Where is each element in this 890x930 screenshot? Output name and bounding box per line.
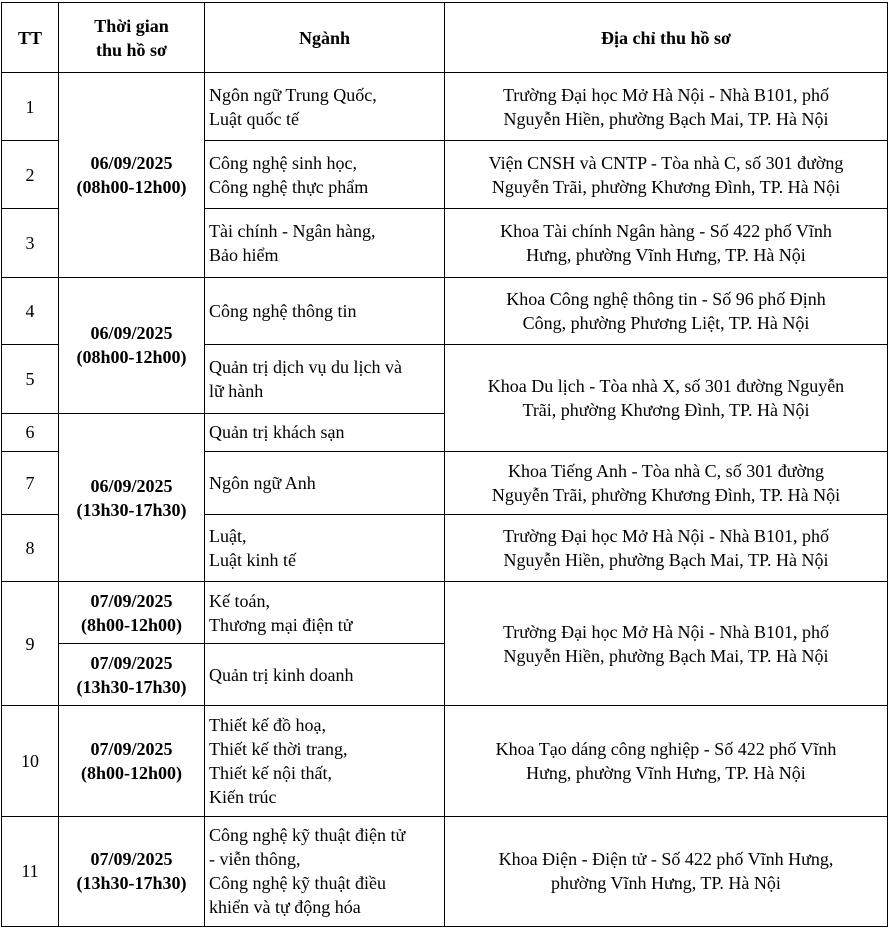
address-line: Trường Đại học Mở Hà Nội - Nhà B101, phố (502, 621, 830, 642)
header-major: Ngành (205, 3, 445, 73)
major-cell (205, 515, 445, 582)
address-line: Nguyễn Trãi, phường Khương Đình, TP. Hà Nội (491, 176, 841, 197)
header-time-line2: thu hồ sơ (96, 39, 167, 60)
table-row (2, 73, 888, 141)
row-number: 5 (2, 344, 59, 413)
major-line: Công nghệ kỹ thuật điều (209, 873, 386, 894)
row-number: 8 (2, 515, 59, 582)
major-cell (205, 451, 445, 514)
row-number: 2 (2, 141, 59, 209)
major-line: Kiến trúc (209, 787, 277, 808)
row-number: 6 (2, 413, 59, 451)
address-line: phường Vĩnh Hưng, TP. Hà Nội (551, 873, 781, 894)
major-line: Thiết kế đồ hoạ, (209, 715, 326, 736)
major-line: Ngôn ngữ Trung Quốc, (209, 84, 377, 105)
major-cell (205, 413, 445, 451)
time-hours: (8h00-12h00) (80, 763, 182, 784)
major-line: lữ hành (209, 380, 264, 401)
address-cell (445, 277, 888, 344)
major-line: Luật kinh tế (209, 550, 296, 571)
address-line: Trường Đại học Mở Hà Nội - Nhà B101, phố (502, 84, 830, 105)
address-line: Nguyễn Hiền, phường Bạch Mai, TP. Hà Nội (503, 645, 829, 666)
header-tt: TT (2, 3, 59, 73)
major-line: Luật quốc tế (209, 108, 299, 129)
address-line: Trãi, phường Khương Đình, TP. Hà Nội (522, 399, 810, 420)
major-cell (205, 73, 445, 141)
address-line: Khoa Tiếng Anh - Tòa nhà C, số 301 đường (508, 460, 824, 481)
table-row (2, 816, 888, 926)
major-line: Thiết kế nội thất, (209, 763, 332, 784)
collection-time (59, 277, 205, 413)
time-hours: (13h30-17h30) (76, 676, 187, 697)
row-number: 9 (2, 582, 59, 706)
major-cell (205, 344, 445, 413)
address-cell (445, 344, 888, 451)
time-date: 07/09/2025 (90, 849, 173, 870)
collection-time (59, 706, 205, 816)
table-row (2, 277, 888, 344)
address-line: Nguyễn Hiền, phường Bạch Mai, TP. Hà Nội (503, 108, 829, 129)
header-address: Địa chỉ thu hồ sơ (445, 3, 888, 73)
major-cell (205, 816, 445, 926)
address-line: Nguyễn Trãi, phường Khương Đình, TP. Hà Nội (491, 484, 841, 505)
address-cell (445, 706, 888, 816)
major-line: Ngôn ngữ Anh (209, 472, 316, 493)
address-line: Hưng, phường Vĩnh Hưng, TP. Hà Nội (526, 244, 806, 265)
address-line: Khoa Công nghệ thông tin - Số 96 phố Định (506, 288, 826, 309)
row-number: 10 (2, 706, 59, 816)
time-hours: (13h30-17h30) (76, 499, 187, 520)
time-date: 06/09/2025 (90, 323, 173, 344)
row-number: 7 (2, 451, 59, 514)
time-hours: (8h00-12h00) (80, 614, 182, 635)
address-cell (445, 582, 888, 706)
major-line: Công nghệ thông tin (209, 300, 357, 321)
schedule-table (1, 2, 888, 927)
address-cell (445, 451, 888, 514)
major-cell (205, 209, 445, 277)
collection-time (59, 413, 205, 581)
major-line: Bảo hiểm (209, 244, 279, 265)
collection-time (59, 644, 205, 706)
major-line: Thiết kế thời trang, (209, 739, 348, 760)
address-cell (445, 209, 888, 277)
major-line: Quản trị dịch vụ du lịch và (209, 356, 402, 377)
time-date: 07/09/2025 (90, 590, 173, 611)
major-line: Quản trị kinh doanh (209, 664, 354, 685)
major-line: khiển và tự động hóa (209, 897, 361, 918)
row-number: 1 (2, 73, 59, 141)
table-row (2, 582, 888, 644)
address-cell (445, 73, 888, 141)
address-line: Nguyễn Hiền, phường Bạch Mai, TP. Hà Nội (503, 550, 829, 571)
major-line: Thương mại điện tử (209, 614, 353, 635)
collection-time (59, 73, 205, 277)
major-cell (205, 706, 445, 816)
address-cell (445, 515, 888, 582)
major-line: Công nghệ thực phẩm (209, 176, 369, 197)
major-line: Công nghệ sinh học, (209, 152, 357, 173)
major-cell (205, 141, 445, 209)
address-line: Khoa Tài chính Ngân hàng - Số 422 phố Vĩnh (500, 220, 832, 241)
table-row (2, 706, 888, 816)
major-line: Tài chính - Ngân hàng, (209, 220, 376, 241)
major-cell (205, 644, 445, 706)
time-date: 07/09/2025 (90, 739, 173, 760)
major-cell (205, 582, 445, 644)
header-time (59, 3, 205, 73)
collection-time (59, 582, 205, 644)
address-line: Viện CNSH và CNTP - Tòa nhà C, số 301 đường (488, 152, 844, 173)
row-number: 4 (2, 277, 59, 344)
time-date: 06/09/2025 (90, 152, 173, 173)
address-line: Trường Đại học Mở Hà Nội - Nhà B101, phố (502, 526, 830, 547)
time-date: 07/09/2025 (90, 652, 173, 673)
major-cell (205, 277, 445, 344)
time-hours: (08h00-12h00) (76, 176, 187, 197)
major-line: Công nghệ kỹ thuật điện tử (209, 825, 406, 846)
address-line: Khoa Tạo dáng công nghiệp - Số 422 phố Vĩnh (495, 739, 837, 760)
address-line: Hưng, phường Vĩnh Hưng, TP. Hà Nội (526, 763, 806, 784)
major-line: - viễn thông, (209, 849, 301, 870)
major-line: Quản trị khách sạn (209, 422, 345, 443)
address-line: Công, phường Phương Liệt, TP. Hà Nội (522, 312, 810, 333)
major-line: Luật, (209, 526, 247, 547)
row-number: 11 (2, 816, 59, 926)
address-line: Khoa Du lịch - Tòa nhà X, số 301 đường Nguyễn (487, 375, 845, 396)
major-line: Kế toán, (209, 590, 270, 611)
address-cell (445, 816, 888, 926)
time-date: 06/09/2025 (90, 475, 173, 496)
address-cell (445, 141, 888, 209)
time-hours: (13h30-17h30) (76, 873, 187, 894)
address-line: Khoa Điện - Điện tử - Số 422 phố Vĩnh Hưng, (498, 849, 834, 870)
time-hours: (08h00-12h00) (76, 347, 187, 368)
collection-time (59, 816, 205, 926)
row-number: 3 (2, 209, 59, 277)
header-time-line1: Thời gian (94, 15, 169, 36)
header-row (2, 3, 888, 73)
